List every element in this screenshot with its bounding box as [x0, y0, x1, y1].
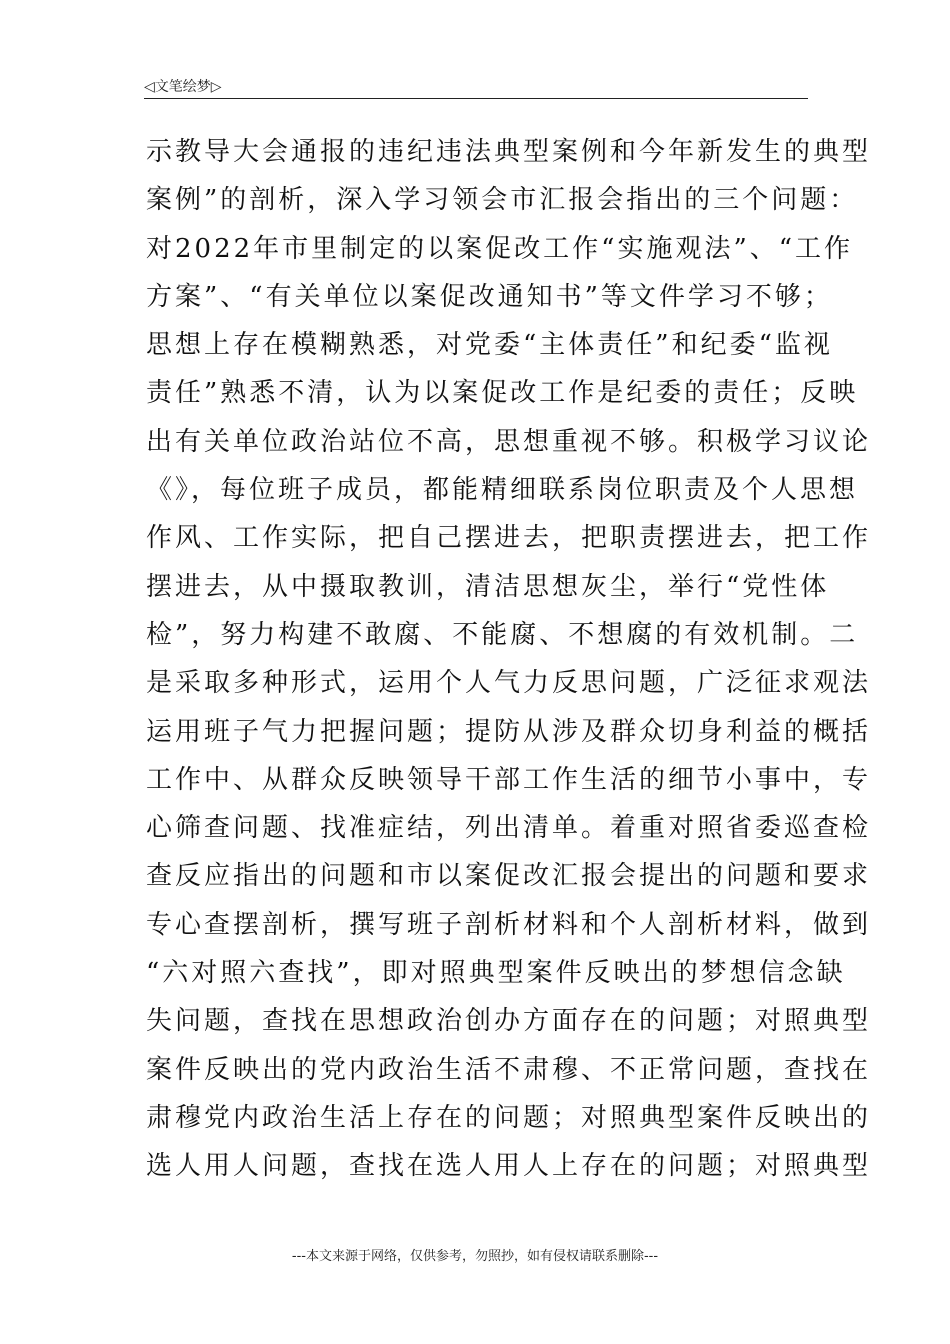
body-line: 案例”的剖析，深入学习领会市汇报会指出的三个问题：	[146, 185, 859, 216]
body-line: 示教导大会通报的违纪违法典型案例和今年新发生的典型	[146, 137, 872, 167]
body-line: 摆进去，从中摄取教训，清洁思想灰尘，举行“党性体	[146, 571, 830, 602]
page-header	[144, 74, 808, 99]
body-line: 专心查摆剖析，撰写班子剖析材料和个人剖析材料，做到	[146, 909, 872, 940]
body-line: 选人用人问题，查找在选人用人上存在的问题；对照典型	[146, 1151, 872, 1182]
body-line: 是采取多种形式，运用个人气力反思问题，广泛征求观法	[146, 668, 872, 699]
body-line: 心筛查问题、找准症结，列出清单。着重对照省委巡查检	[146, 813, 872, 844]
header-title: ◁文笔绘梦▷	[144, 79, 222, 95]
body-line: 《》，每位班子成员，都能精细联系岗位职责及个人思想	[146, 475, 859, 506]
body-line: 思想上存在模糊熟悉，对党委“主体责任”和纪委“监视	[146, 330, 833, 361]
body-line: 出有关单位政治站位不高，思想重视不够。积极学习议论	[146, 426, 872, 457]
body-line: 对2022年市里制定的以案促改工作“实施观法”、“工作	[146, 233, 854, 264]
body-line: 案件反映出的党内政治生活不肃穆、不正常问题，查找在	[146, 1054, 872, 1085]
body-line: 失问题，查找在思想政治创办方面存在的问题；对照典型	[146, 1006, 872, 1037]
body-line: 肃穆党内政治生活上存在的问题；对照典型案件反映出的	[146, 1102, 872, 1133]
body-line: 方案”、“有关单位以案促改通知书”等文件学习不够；	[146, 281, 833, 312]
body-line: 作风、工作实际，把自己摆进去，把职责摆进去，把工作	[146, 523, 872, 554]
body-line: 查反应指出的问题和市以案促改汇报会提出的问题和要求	[146, 861, 872, 892]
footer-notice: ---本文来源于网络，仅供参考，勿照抄，如有侵权请联系删除---	[291, 1249, 659, 1264]
document-body	[146, 128, 872, 1191]
body-line: 责任”熟悉不清，认为以案促改工作是纪委的责任；反映	[146, 378, 859, 409]
body-line: 运用班子气力把握问题；提防从涉及群众切身利益的概括	[146, 716, 872, 747]
body-line: “六对照六查找”，即对照典型案件反映出的梦想信念缺	[146, 958, 846, 989]
body-line: 检”，努力构建不敢腐、不能腐、不想腐的有效机制。二	[146, 619, 859, 650]
body-line: 工作中、从群众反映领导干部工作生活的细节小事中，专	[146, 764, 872, 795]
